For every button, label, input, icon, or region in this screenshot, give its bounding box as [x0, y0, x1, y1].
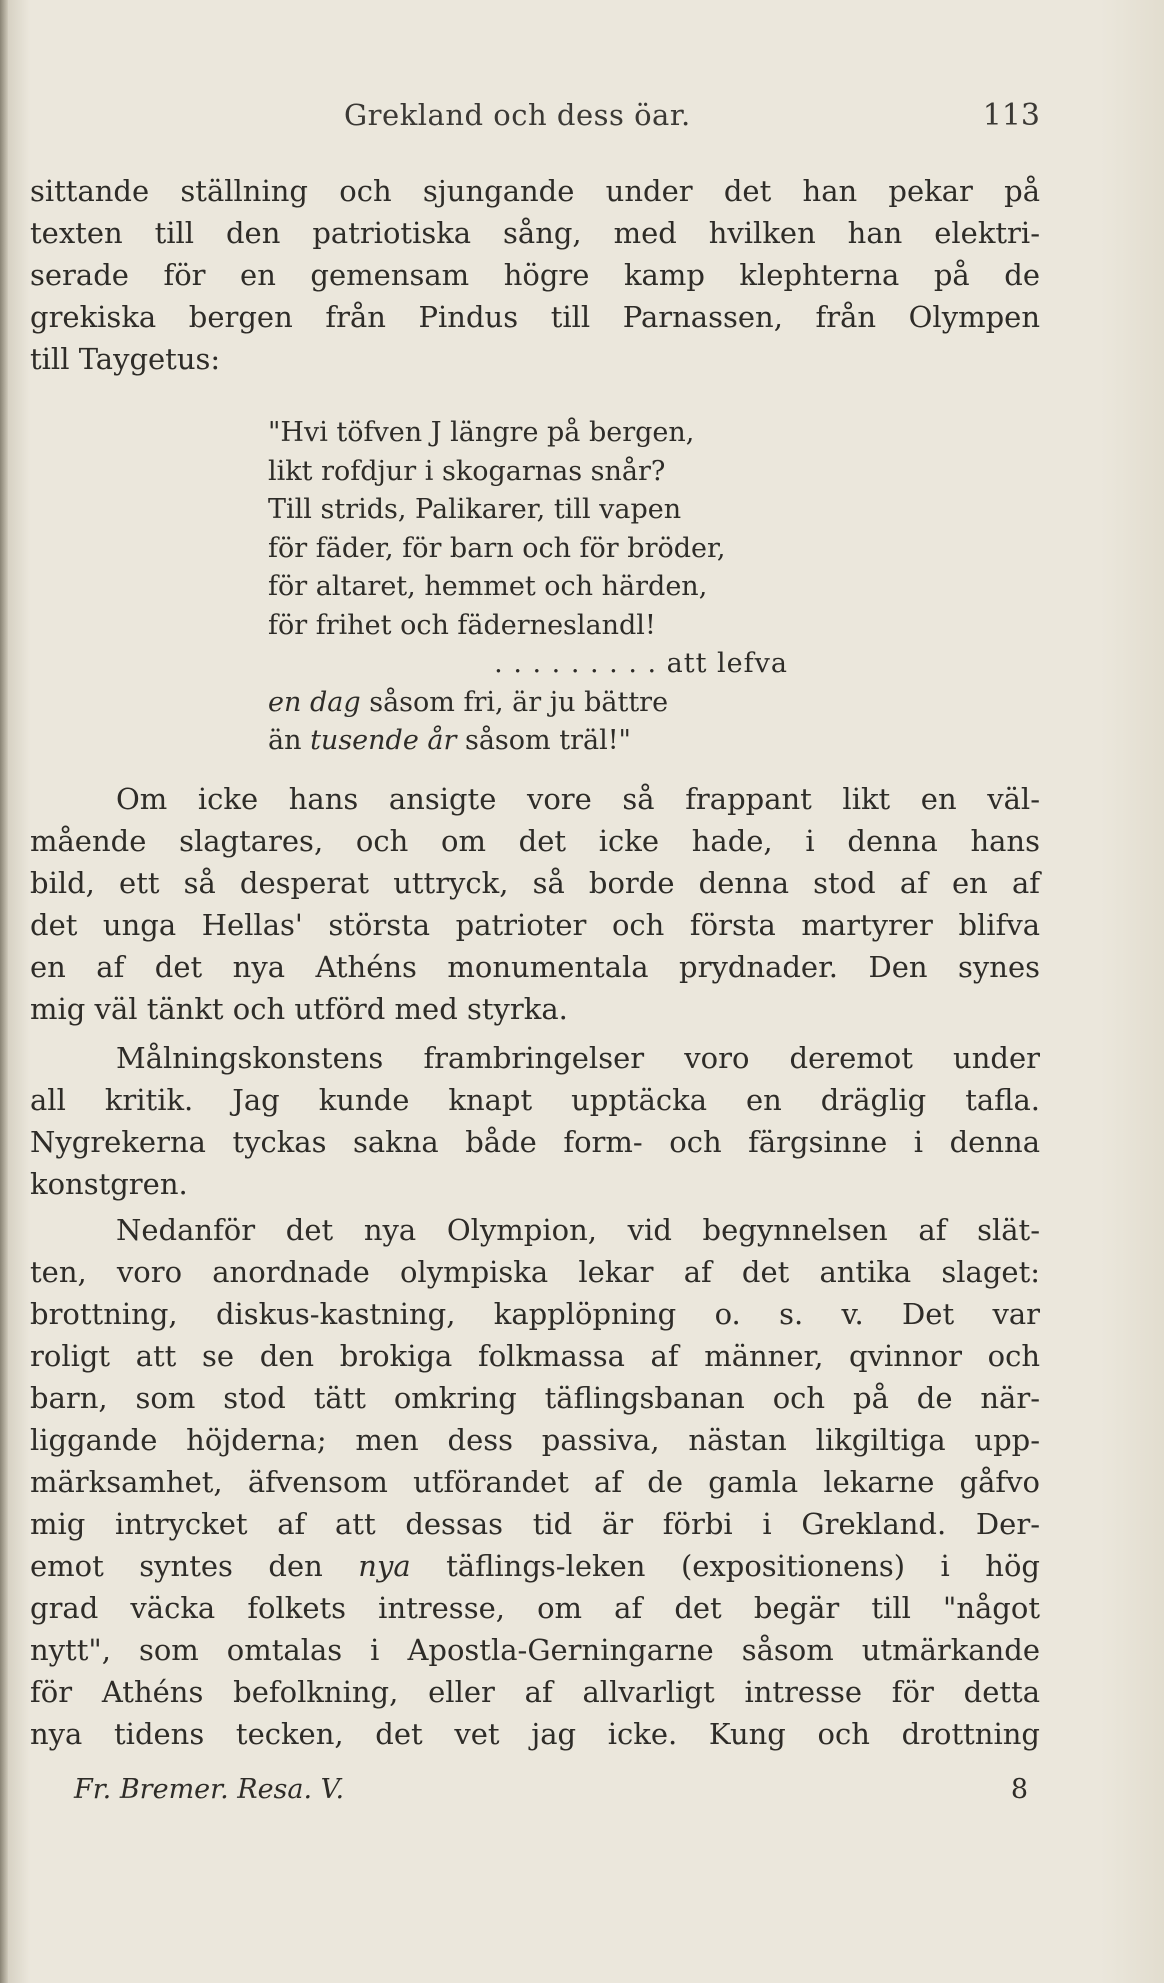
verse-text: än — [268, 725, 311, 756]
emphasis-text: nya — [358, 1549, 411, 1583]
verse-line — [268, 722, 788, 761]
text-line: serade för en gemensam högre kamp klephterna på de — [30, 258, 1040, 292]
page-number: 113 — [982, 98, 1040, 133]
text-line: roligt att se den brokiga folkmassa af männer, qvinnor och — [30, 1339, 1040, 1373]
text-line: mående slagtares, och om det icke hade, i denna hans — [30, 824, 1040, 858]
verse-line: för fäder, för barn och för bröder, — [268, 532, 726, 564]
signature-mark: Fr. Bremer. Resa. V. — [74, 1774, 345, 1805]
text-line: grekiska bergen från Pindus till Parnassen, från Olympen — [30, 300, 1040, 334]
text-line: Nygrekerna tyckas sakna både form- och färgsinne i denna — [30, 1125, 1040, 1159]
text-line: till Taygetus: — [30, 342, 221, 376]
verse-line: likt rofdjur i skogarnas snår? — [268, 455, 666, 487]
paragraph-painting — [30, 1037, 1040, 1205]
page-footer — [30, 1772, 1040, 1812]
paragraph-statue — [30, 778, 1040, 1030]
text-line: brottning, diskus-kastning, kapplöpning o. s. v. Det var — [30, 1297, 1040, 1331]
paragraph-olympic-games — [30, 1209, 1040, 1755]
text-line: all kritik. Jag kunde knapt upptäcka en dräglig tafla. — [30, 1083, 1040, 1117]
text-line: Om icke hans ansigte vore så frappant likt en väl- — [116, 782, 1040, 816]
text-line: det unga Hellas' största patrioter och första martyrer blifva — [30, 908, 1040, 942]
verse-line: "Hvi töfven J längre på bergen, — [268, 417, 695, 448]
text-line: konstgren. — [30, 1167, 188, 1201]
text-line: Målningskonstens frambringelser voro deremot under — [116, 1041, 1040, 1075]
text-line: mig intrycket af att dessas tid är förbi i Grekland. Der- — [30, 1507, 1040, 1541]
line-text: emot syntes den — [30, 1549, 359, 1583]
text-line — [30, 1545, 1040, 1587]
text-line: liggande höjderna; men dess passiva, nästan likgiltiga upp- — [30, 1423, 1040, 1457]
text-line: bild, ett så desperat uttryck, så borde denna stod af en af — [30, 866, 1040, 900]
page-header — [30, 92, 1040, 140]
verse-text: såsom fri, är ju bättre — [360, 686, 669, 718]
text-line: nytt", som omtalas i Apostla-Gerningarne såsom utmärkande — [30, 1633, 1040, 1667]
sheet-number: 8 — [1010, 1774, 1028, 1805]
text-line: märksamhet, äfvensom utförandet af de gamla lekarne gåfvo — [30, 1465, 1040, 1499]
verse-emphasis: tusende år — [310, 725, 457, 756]
text-line: Nedanför det nya Olympion, vid begynnelsen af slät- — [116, 1213, 1040, 1247]
text-line: mig väl tänkt och utförd med styrka. — [30, 992, 568, 1026]
running-title: Grekland och dess öar. — [344, 98, 691, 132]
verse-text: såsom träl!" — [456, 725, 631, 756]
text-line: sittande ställning och sjungande under det han pekar på — [30, 174, 1040, 208]
line-text: täflings-leken (expositionens) i hög — [410, 1549, 1040, 1583]
verse-line: för altaret, hemmet och härden, — [268, 571, 708, 602]
text-line: texten till den patriotiska sång, med hvilken han elektri- — [30, 216, 1040, 250]
text-line: grad väcka folkets intresse, om af det begär till "något — [30, 1591, 1040, 1625]
book-spine-edge — [0, 0, 8, 1983]
text-line: för Athéns befolkning, eller af allvarligt intresse för detta — [30, 1675, 1040, 1709]
verse-line-ellipsis: . . . . . . . . . att lefva — [494, 648, 788, 679]
verse-line: Till strids, Palikarer, till vapen — [268, 494, 682, 525]
verse-emphasis: en dag — [268, 686, 361, 718]
text-line: en af det nya Athéns monumentala prydnader. Den synes — [30, 950, 1040, 984]
text-line: ten, voro anordnade olympiska lekar af det antika slaget: — [30, 1255, 1040, 1289]
text-line: nya tidens tecken, det vet jag icke. Kung och drottning — [30, 1717, 1040, 1751]
text-line: barn, som stod tätt omkring täflingsbanan och på de när- — [30, 1381, 1040, 1415]
verse-quotation — [268, 414, 788, 761]
paragraph-intro — [30, 170, 1040, 380]
verse-line: för frihet och fäderneslandl! — [268, 609, 656, 641]
verse-line — [268, 684, 788, 723]
